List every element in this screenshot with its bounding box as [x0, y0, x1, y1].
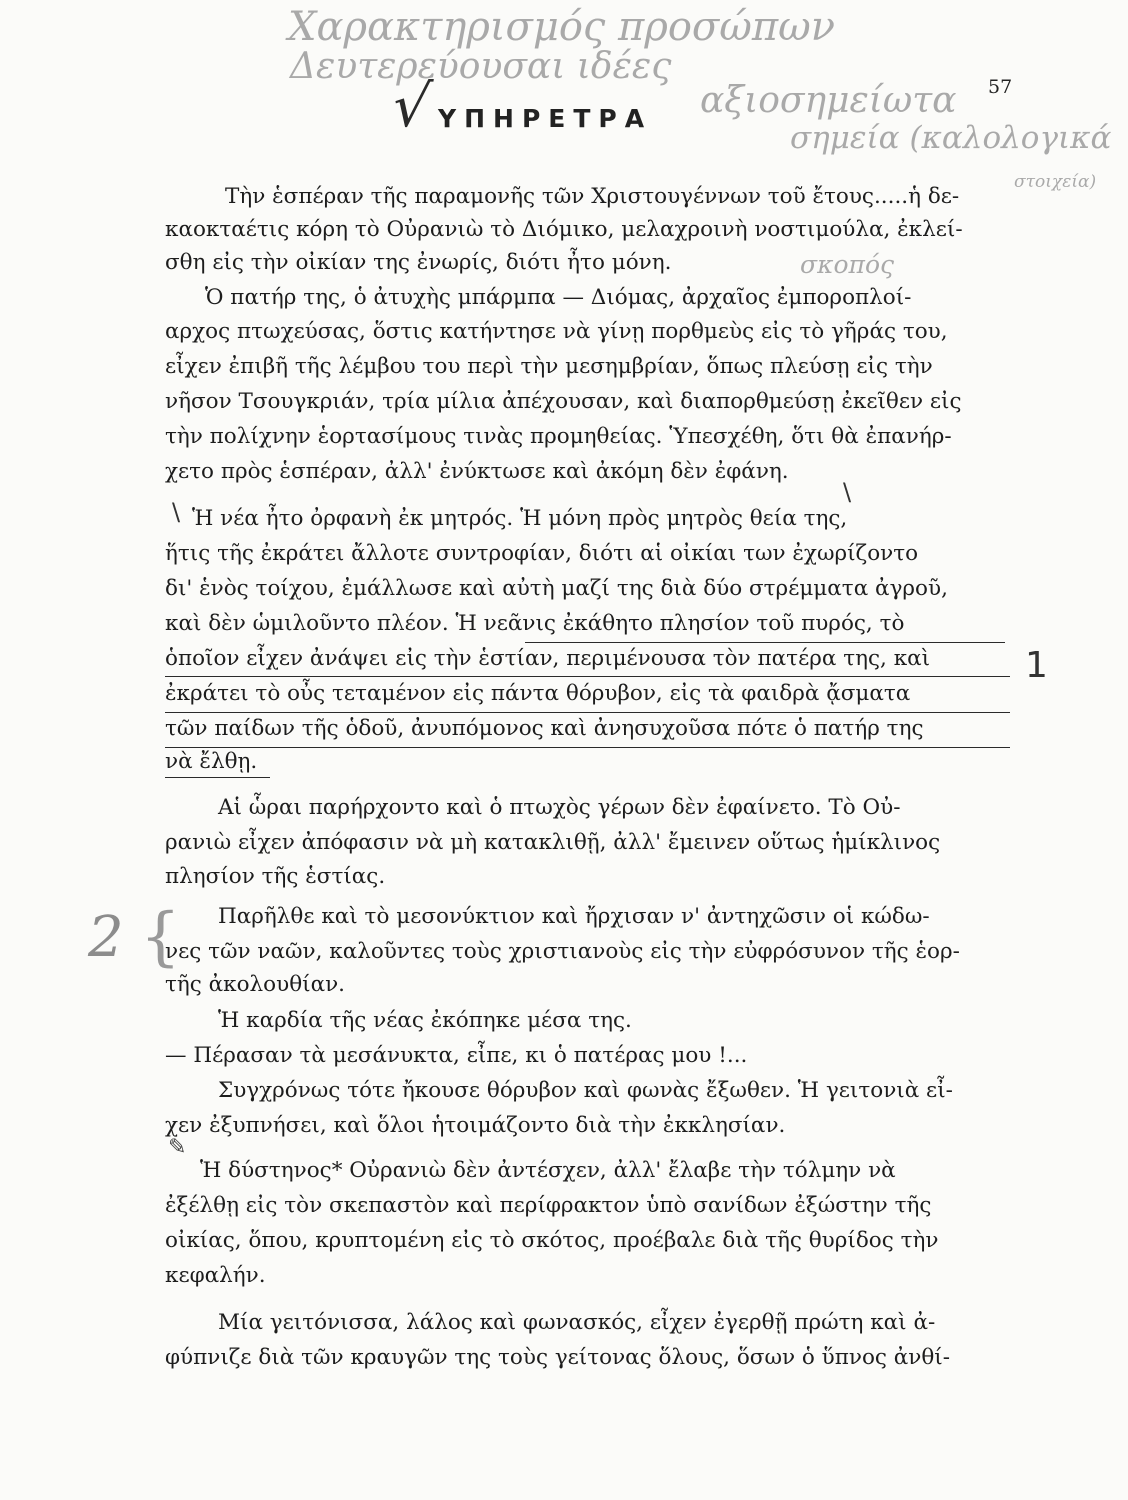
margin-number: 1 [1025, 645, 1048, 686]
handwritten-note-right-1: αξιοσημείωτα [700, 80, 957, 121]
pencil-mark-icon: \ [843, 478, 852, 506]
handwritten-note-right-2: σημεία (καλολογικά [790, 120, 1112, 156]
pencil-scribble-icon: ✎ [168, 1135, 187, 1160]
pencil-mark-icon: \ [172, 498, 181, 526]
text-line: Μία γειτόνισσα, λάλος καὶ φωνασκός, εἶχεν ἐγερθῇ πρώτη καὶ ἀ- [218, 1310, 936, 1335]
underline [525, 642, 1005, 643]
underline [165, 676, 1010, 677]
text-line: σθη εἰς τὴν οἰκίαν της ἐνωρίς, διότι ἦτο μόνη. [165, 250, 672, 275]
handwritten-note-top-1: Χαρακτηρισμός προσώπων [288, 4, 836, 50]
text-line: τῆς ἀκολουθίαν. [165, 972, 345, 997]
handwritten-note-right-3: στοιχεία) [1014, 172, 1097, 192]
handwritten-note-top-2: Δευτερεύουσαι ιδέες [290, 46, 672, 87]
text-line: νες τῶν ναῶν, καλοῦντες τοὺς χριστιανοὺς εἰς τὴν εὐφρόσυνον τῆς ἑορ- [165, 939, 960, 964]
text-line: Αἱ ὧραι παρήρχοντο καὶ ὁ πτωχὸς γέρων δὲν ἐφαίνετο. Τὸ Οὐ- [218, 795, 901, 820]
text-line: Ἡ δύστηνος* Οὐρανιὼ δὲν ἀντέσχεν, ἀλλ' ἔλαβε τὴν τόλμην νὰ [200, 1158, 896, 1183]
text-line: νῆσον Τσουγκριάν, τρία μίλια ἀπέχουσαν, καὶ διαπορθμεύσῃ ἐκεῖθεν εἰς [165, 389, 962, 414]
text-line: ὁποῖον εἶχεν ἀνάψει εἰς τὴν ἑστίαν, περιμένουσα τὸν πατέρα της, καὶ [165, 646, 931, 671]
text-line: εἶχεν ἐπιβῆ τῆς λέμβου του περὶ τὴν μεσημβρίαν, ὅπως πλεύσῃ εἰς τὴν [165, 354, 933, 379]
text-line: Τὴν ἑσπέραν τῆς παραμονῆς τῶν Χριστουγέννων τοῦ ἔτους.....ἡ δε- [225, 184, 960, 209]
handwritten-margin-word: σκοπός [800, 250, 894, 279]
text-line: ρανιὼ εἶχεν ἀπόφασιν νὰ μὴ κατακλιθῇ, ἀλλ' ἔμεινεν οὕτως ἡμίκλινος [165, 830, 941, 855]
text-line: αρχος πτωχεύσας, ὅστις κατήντησε νὰ γίνῃ πορθμεὺς εἰς τὸ γῆράς του, [165, 319, 948, 344]
text-line: τῶν παίδων τῆς ὁδοῦ, ἀνυπόμονος καὶ ἀνησυχοῦσα πότε ὁ πατήρ της [165, 716, 924, 741]
checkmark-icon: √ [388, 72, 435, 140]
text-line: χετο πρὸς ἑσπέραν, ἀλλ' ἐνύκτωσε καὶ ἀκόμη δὲν ἐφάνη. [165, 459, 789, 484]
text-line: ἐξέλθῃ εἰς τὸν σκεπαστὸν καὶ περίφρακτον ὑπὸ σανίδων ἐξώστην τῆς [165, 1193, 932, 1218]
text-line: Ὁ πατήρ της, ὁ ἀτυχὴς μπάρμπα — Διόμας, ἀρχαῖος ἐμποροπλοί- [205, 285, 912, 310]
underline [165, 747, 1010, 748]
text-line: δι' ἑνὸς τοίχου, ἐμάλλωσε καὶ αὐτὴ μαζί της διὰ δύο στρέμματα ἀγροῦ, [165, 576, 948, 601]
page-number: 57 [988, 76, 1013, 98]
text-line: Ἡ νέα ἦτο ὀρφανὴ ἐκ μητρός. Ἡ μόνη πρὸς μητρὸς θεία της, [192, 506, 848, 531]
text-line: ἐκράτει τὸ οὖς τεταμένον εἰς πάντα θόρυβον, εἰς τὰ φαιδρὰ ᾄσματα [165, 681, 911, 706]
margin-bracket: { [140, 900, 181, 974]
underline [165, 777, 270, 778]
text-line: τὴν πολίχνην ἑορτασίμους τινὰς προμηθείας. Ὑπεσχέθη, ὅτι θὰ ἐπανήρ- [165, 424, 952, 449]
text-line: Παρῆλθε καὶ τὸ μεσονύκτιον καὶ ἤρχισαν ν' ἀντηχῶσιν οἱ κώδω- [218, 904, 930, 929]
text-line: Ἡ καρδία τῆς νέας ἐκόπηκε μέσα της. [218, 1008, 632, 1033]
text-line: χεν ἐξυπνήσει, καὶ ὅλοι ἡτοιμάζοντο διὰ τὴν ἐκκλησίαν. [165, 1113, 786, 1138]
text-line: καὶ δὲν ὡμιλοῦντο πλέον. Ἡ νεᾶνις ἐκάθητο πλησίον τοῦ πυρός, τὸ [165, 611, 905, 636]
text-line: φύπνιζε διὰ τῶν κραυγῶν της τοὺς γείτονας ὅλους, ὅσων ὁ ὕπνος ἀνθί- [165, 1345, 950, 1370]
text-line: ἥτις τῆς ἐκράτει ἄλλοτε συντροφίαν, διότι αἱ οἰκίαι των ἐχωρίζοντο [165, 541, 919, 566]
page-title: ΥΠΗΡΕΤΡΑ [438, 104, 653, 133]
text-line: πλησίον τῆς ἑστίας. [165, 864, 386, 889]
text-line: νὰ ἔλθῃ. [165, 749, 258, 774]
text-line: Συγχρόνως τότε ἤκουσε θόρυβον καὶ φωνὰς ἔξωθεν. Ἡ γειτονιὰ εἶ- [218, 1078, 953, 1103]
text-line: καοκταέτις κόρη τὸ Οὐρανιὼ τὸ Διόμικο, μελαχροινὴ νοστιμούλα, ἐκλεί- [165, 217, 963, 242]
underline [165, 712, 1010, 713]
margin-number-2: 2 [88, 905, 124, 970]
text-line: οἰκίας, ὅπου, κρυπτομένη εἰς τὸ σκότος, προέβαλε διὰ τῆς θυρίδος τὴν [165, 1228, 939, 1253]
text-line: κεφαλήν. [165, 1263, 266, 1288]
text-line: — Πέρασαν τὰ μεσάνυκτα, εἶπε, κι ὁ πατέρας μου !... [165, 1043, 748, 1068]
